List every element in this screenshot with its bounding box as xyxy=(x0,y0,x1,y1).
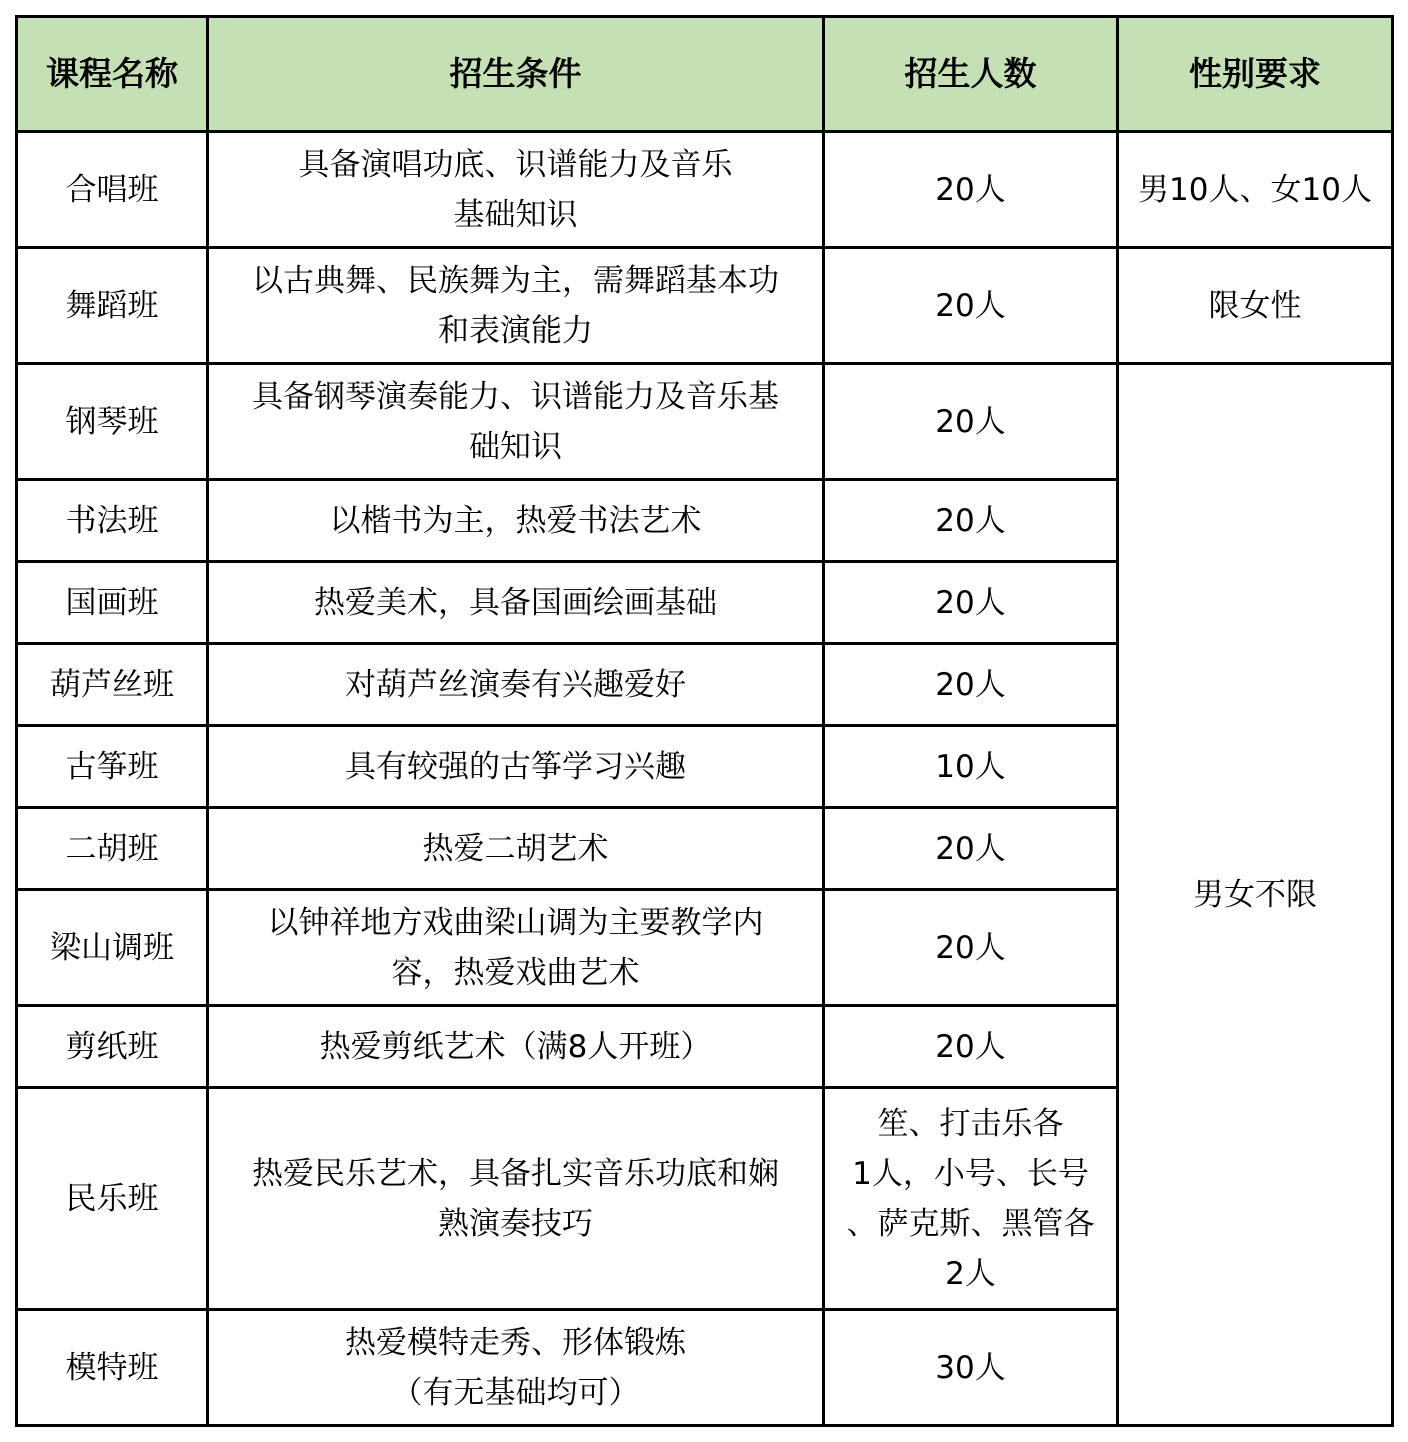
course-cell: 合唱班 xyxy=(17,132,208,248)
count-cell: 20人 xyxy=(824,562,1118,644)
course-cell: 梁山调班 xyxy=(17,890,208,1006)
conditions-cell: 热爱美术，具备国画绘画基础 xyxy=(208,562,824,644)
table-row xyxy=(17,132,1393,248)
count-cell: 20人 xyxy=(824,364,1118,480)
header-count: 招生人数 xyxy=(824,17,1118,132)
count-cell: 笙、打击乐各 1人，小号、长号 、萨克斯、黑管各 2人 xyxy=(824,1088,1118,1310)
count-cell: 30人 xyxy=(824,1310,1118,1426)
conditions-cell: 热爱剪纸艺术（满8人开班） xyxy=(208,1006,824,1088)
conditions-cell: 以楷书为主，热爱书法艺术 xyxy=(208,480,824,562)
count-cell: 20人 xyxy=(824,480,1118,562)
header-conditions: 招生条件 xyxy=(208,17,824,132)
count-cell: 20人 xyxy=(824,1006,1118,1088)
conditions-cell: 以钟祥地方戏曲梁山调为主要教学内 容，热爱戏曲艺术 xyxy=(208,890,824,1006)
count-cell: 20人 xyxy=(824,248,1118,364)
count-cell: 20人 xyxy=(824,132,1118,248)
course-cell: 书法班 xyxy=(17,480,208,562)
course-cell: 民乐班 xyxy=(17,1088,208,1310)
conditions-cell: 对葫芦丝演奏有兴趣爱好 xyxy=(208,644,824,726)
header-row xyxy=(17,17,1393,132)
conditions-cell: 热爱民乐艺术，具备扎实音乐功底和娴 熟演奏技巧 xyxy=(208,1088,824,1310)
course-cell: 国画班 xyxy=(17,562,208,644)
conditions-cell: 热爱二胡艺术 xyxy=(208,808,824,890)
course-cell: 剪纸班 xyxy=(17,1006,208,1088)
count-cell: 20人 xyxy=(824,644,1118,726)
gender-cell: 限女性 xyxy=(1118,248,1393,364)
course-cell: 二胡班 xyxy=(17,808,208,890)
gender-cell-merged: 男女不限 xyxy=(1118,364,1393,1426)
conditions-cell: 具备钢琴演奏能力、识谱能力及音乐基 础知识 xyxy=(208,364,824,480)
conditions-cell: 具备演唱功底、识谱能力及音乐 基础知识 xyxy=(208,132,824,248)
conditions-cell: 以古典舞、民族舞为主，需舞蹈基本功 和表演能力 xyxy=(208,248,824,364)
header-gender: 性别要求 xyxy=(1118,17,1393,132)
table-row xyxy=(17,364,1393,480)
table-row xyxy=(17,248,1393,364)
conditions-cell: 热爱模特走秀、形体锻炼 （有无基础均可） xyxy=(208,1310,824,1426)
course-cell: 舞蹈班 xyxy=(17,248,208,364)
course-cell: 葫芦丝班 xyxy=(17,644,208,726)
enrollment-table xyxy=(15,15,1394,1427)
header-course: 课程名称 xyxy=(17,17,208,132)
course-cell: 钢琴班 xyxy=(17,364,208,480)
count-cell: 20人 xyxy=(824,890,1118,1006)
course-cell: 模特班 xyxy=(17,1310,208,1426)
conditions-cell: 具有较强的古筝学习兴趣 xyxy=(208,726,824,808)
course-cell: 古筝班 xyxy=(17,726,208,808)
count-cell: 10人 xyxy=(824,726,1118,808)
gender-cell: 男10人、女10人 xyxy=(1118,132,1393,248)
count-cell: 20人 xyxy=(824,808,1118,890)
